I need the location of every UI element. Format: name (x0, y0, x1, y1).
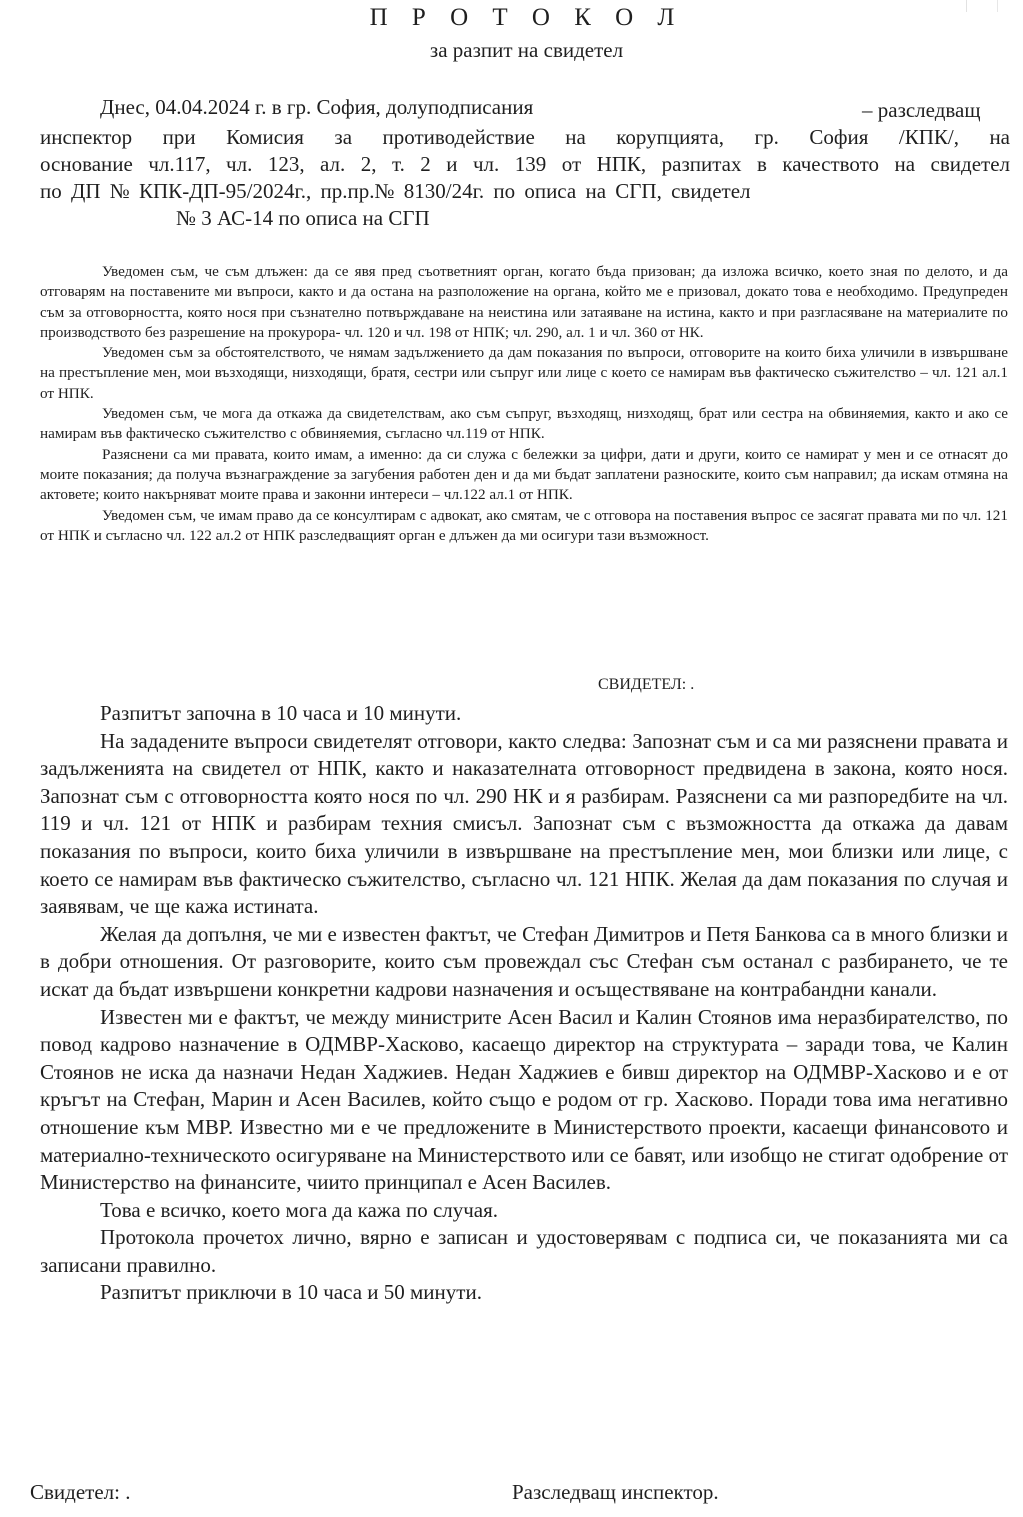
intro-block (40, 124, 1010, 205)
intro-line-3: основание чл.117, чл. 123, ал. 2, т. 2 и чл. 139 от НПК, разпитах в качеството на свидетел (40, 152, 1010, 176)
witness-label: СВИДЕТЕЛ: . (598, 676, 695, 693)
notice-obligations: Уведомен съм, че съм длъжен: да се явя пред съответният орган, когато бъда призован; да изложа всичко, което зная по делото, и да отговарям на поставените ми въпроси, както и да остана на разположение на органа, който ме е призовал, докато това е необходимо. Предупреден съм за отговорността, която нося при съзнателно потвърждаване на неистина или затаяване на истина, както и при разгласяване на материалите по производството без разрешение на прокурора- чл. 120 и чл. 198 от НПК; чл. 290, ал. 1 и чл. 360 от НК. (40, 263, 1008, 341)
verification-statement: Протокола прочетох лично, вярно е записан и удостоверявам с подписа си, че показанията ми са записани правилно. (40, 1225, 1008, 1277)
notice-no-self-incrimination: Уведомен съм за обстоятелството, че нямам задължението да дам показания по въпроси, отговорите на които биха уличили в извършване на престъпление мен, мои възходящи, низходящи, братя, сестри или съпруг или лице с което се намирам във фактическо съжителство – чл. 121 ал.1 от НПК. (40, 344, 1008, 402)
notice-rights: Разяснени са ми правата, които имам, а именно: да си служа с бележки за цифри, дати и други, които се намират у мен и се отнасят до моите показания; да получа възнаграждение за загубения работен ден и да ми бъдат заплатени разноските, които съм направил; да искам отмяна на актовете; които накърняват моите права и законни интереси – чл.122 ал.1 от НПК. (40, 445, 1008, 504)
intro-line-4: по ДП № КПК-ДП-95/2024г., пр.пр.№ 8130/24г. по описа на СГП, свидетел (40, 179, 751, 203)
start-time: Разпитът започна в 10 часа и 10 минути. (100, 701, 462, 725)
document-title: П Р О Т О К О Л (369, 4, 684, 31)
intro-line-1-end: – разследващ (862, 98, 981, 122)
testimony-body (40, 700, 1008, 1307)
inspector-signature-label: Разследващ инспектор. (512, 1480, 719, 1504)
notices-block (40, 262, 1008, 546)
testimony-paragraph: Желая да допълня, че ми е известен фактът, че Стефан Димитров и Петя Банкова са в много близки и в добри отношения. От разговорите, които съм провеждал със Стефан съм останал с разбирането, че те искат да бъдат извършени конкретни кадрови назначения и осъществяване на контрабандни канали. (40, 921, 1008, 1001)
testimony-paragraph: Известен ми е фактът, че между министрите Асен Васил и Калин Стоянов има неразбирателство, по повод кадрово назначение в ОДМВР-Хасково, касаещо директор на структурата – заради това, че Калин Стоянов не иска да назначи Недан Хаджиев. Недан Хаджиев е бивш директор на ОДМВР-Хасково и е от кръгът на Стефан, Марин и Асен Василев, който също е родом от гр. Хасково. Поради това има негативно отношение към МВР. Известно ми е че предложените в Министерството проекти, касаещи финансовото и материално-техническото осигуряване на Министерството или се бавят, или изобщо не стигат одобрение от Министерство на финансите, чиито принципал е Асен Василев. (40, 1004, 1008, 1195)
notice-lawyer: Уведомен съм, че имам право да се консултирам с адвокат, ако смятам, че с отговора на поставения въпрос се засягат правата ми по чл. 121 от НПК и съгласно чл. 122 ал.2 от НПК разследващият орган е длъжен да ми осигури тази възможност. (40, 506, 1008, 544)
closing-statement: Това е всичко, което мога да кажа по случая. (100, 1197, 499, 1222)
intro-line-1: Днес, 04.04.2024 г. в гр. София, долуподписания (100, 95, 534, 119)
notice-right-to-refuse: Уведомен съм, че мога да откажа да свидетелствам, ако съм съпруг, възходящ, низходящ, брат или сестра на обвиняемия, както и ако се намирам във фактическо съжителство с обвиняемия, съгласно чл.119 от НПК. (40, 405, 1008, 443)
testimony-paragraph: На зададените въпроси свидетелят отговори, както следва: Запознат съм и са ми разяснени правата и задълженията на свидетел от НПК, както и наказателната отговорност предвидена в закона, която нося. Запознат съм с отговорността която нося по чл. 290 НК и я разбирам. Разяснени са ми разпоредбите на чл. 119 и чл. 121 от НПК и разбирам техния смисъл. Запознат съм с възможността да откажа да давам показания по въпроси, които биха уличили в извършване на престъпление мен, мои близки или лице, с което се намирам във фактическо съжителство, съгласно чл. 121 НПК. Желая да дам показания по случая и заявявам, че ще кажа истината. (40, 728, 1008, 919)
end-time: Разпитът приключи в 10 часа и 50 минути. (100, 1280, 482, 1305)
document-subtitle: за разпит на свидетел (429, 38, 624, 62)
intro-line-5: № 3 АС-14 по описа на СГП (176, 206, 430, 230)
witness-signature-label: Свидетел: . (30, 1480, 131, 1504)
intro-line-2: инспектор при Комисия за противодействие на корупцията, гр. София /КПК/, на (40, 125, 1010, 149)
